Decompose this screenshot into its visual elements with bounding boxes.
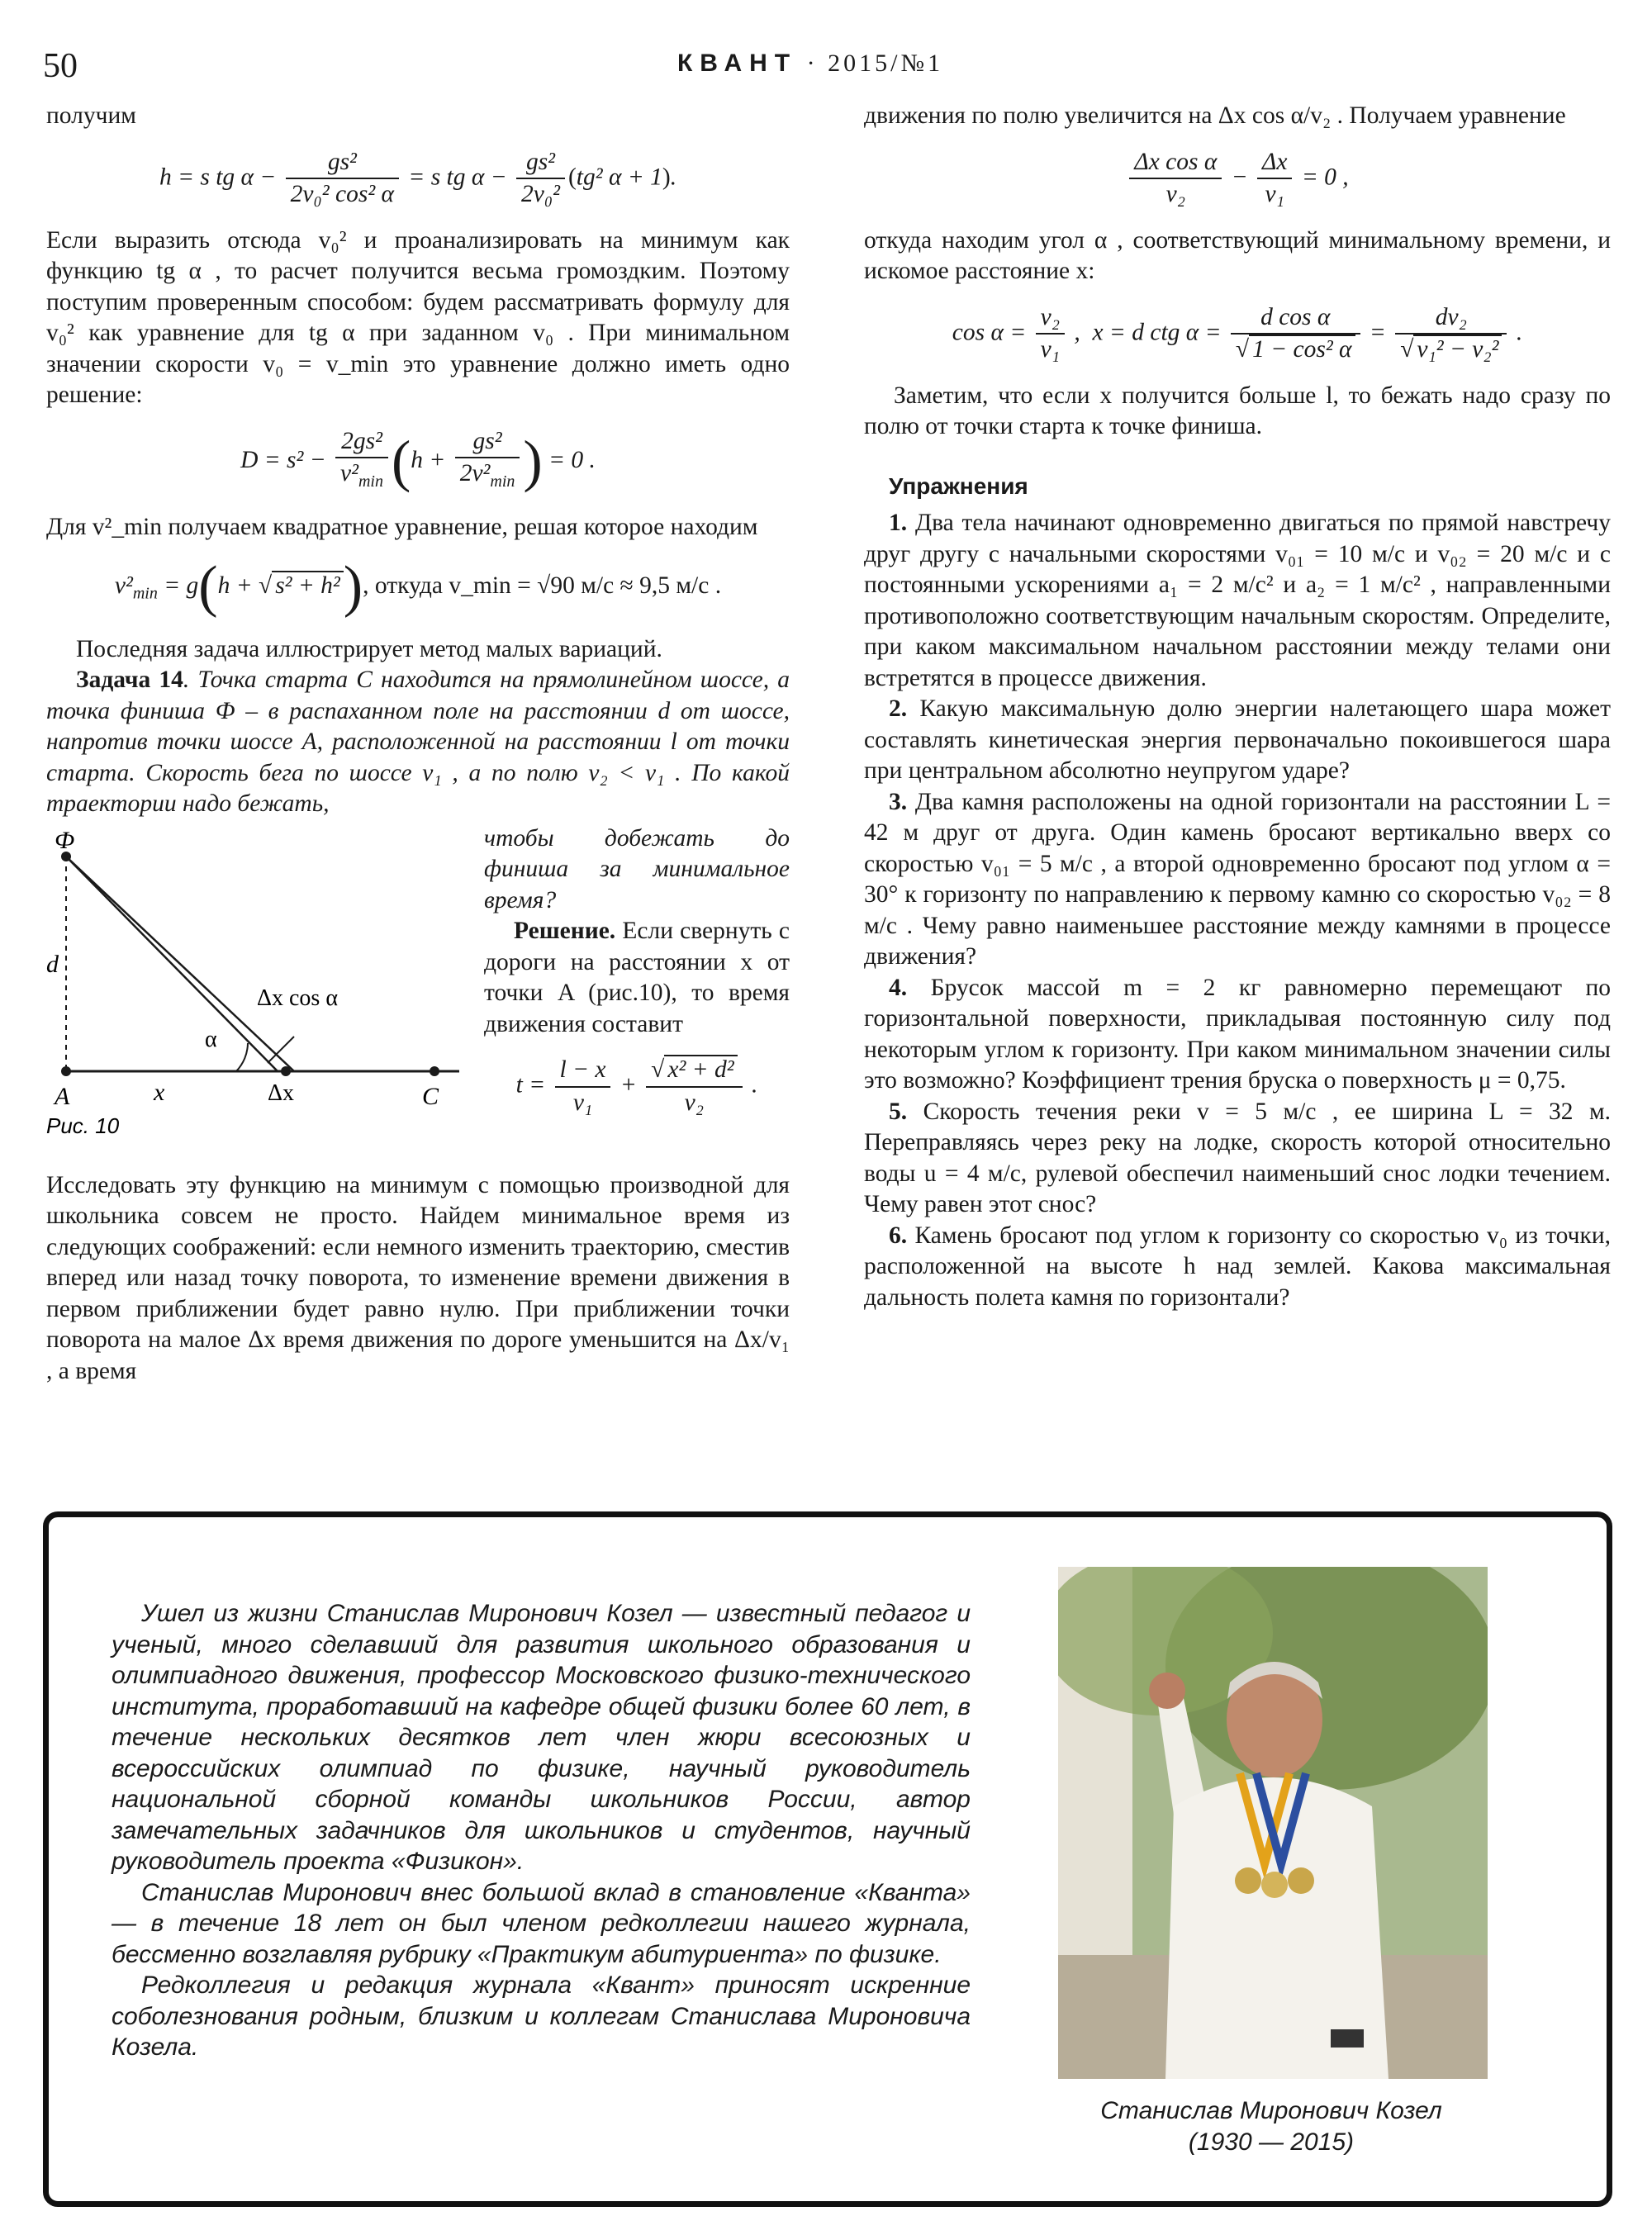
- exercise-number: 4.: [889, 974, 908, 1001]
- task-14-text: . Точка старта С находится на прямолинейном шоссе, а точка финиша Ф – в распаханном поле на расстоянии d от шоссе, напротив точки шоссе А, расположенной на расстоянии l от точки старта. Скорость бега по шоссе v₁ , а по полю v₂ < v₁ . По какой траектории надо бежать,: [46, 667, 790, 818]
- formula-discriminant: D = s² − $\frac{\text{2gs²}}{v^2_{min}}$ (h + $\frac{\text{gs²}}{2v^2_{min}}$ ) = 0 .: [240, 427, 596, 493]
- fig-label-c: C: [422, 1082, 439, 1110]
- journal-name: КВАНТ: [677, 50, 798, 77]
- fig-label-phi: Ф: [55, 826, 75, 854]
- fig-caption: Рис. 10: [46, 1113, 120, 1138]
- solution: [484, 916, 790, 1040]
- exercise-2: [864, 694, 1611, 787]
- task-14-text-side: чтобы добежать до финиша за минимальное время?: [484, 824, 790, 913]
- fig-label-dx-cos: Δx cos α: [257, 985, 338, 1011]
- exercise-text: Два тела начинают одновременно двигаться по прямой навстречу друг другу с начальными скоростями v₀₁ = 10 м/с и v₀₂ = 20 м/с и с постоянными ускорениями a₁ = 2 м/с² и a₂ = 1 м/с² , направленными противоположно соответствующим начальным скоростям. Определите, при каком максимальном начальном расстоянии между телами они встретятся в процессе движения.: [864, 510, 1612, 691]
- exercise-5: [864, 1097, 1611, 1221]
- formula-h: h = s tg α − $\frac{\text{gs²}}{\text{2v₀² cos² α}}$ = s tg α − $\frac{\text{gs²}}{\text{2v₀²}}$ (tg² α + 1).: [159, 148, 677, 207]
- fig-label-d: d: [46, 950, 59, 978]
- exercise-3: [864, 787, 1611, 973]
- right-paragraph-1: движения по полю увеличится на Δx cos α/v₂ . Получаем уравнение: [864, 102, 1566, 129]
- portrait-illustration: [1058, 1567, 1488, 2079]
- exercise-1: [864, 508, 1611, 694]
- exercise-number: 6.: [889, 1222, 908, 1249]
- formula-vmin: $v^2_{min} = g(h$ + √ s² + h²), откуда v_min = √90 м/с ≈ 9,5 м/с .: [114, 554, 722, 619]
- right-column: [864, 101, 1611, 1313]
- photo-caption-name: Станислав Миронович Козел: [1100, 2097, 1442, 2124]
- obituary-text: [112, 1598, 971, 2063]
- obituary-paragraph-2: Станислав Миронович внес большой вклад в становление «Кванта» — в течение 18 лет он был членом редколлегии нашего журнала, бессменно возглавляя рубрику «Практикум абитуриента» по физике.: [112, 1878, 971, 1968]
- fig-label-alpha: α: [205, 1026, 217, 1052]
- exercise-4: [864, 973, 1611, 1097]
- exercise-6: [864, 1221, 1611, 1314]
- formula-result: cos α = $\frac{\text{v₂}}{\text{v₁}}$ , x = d ctg α = $\frac{\text{d cos α}}{\text{√ 1 − cos² α}}$ = $\frac{\text{dv₂}}{\text{√ v₁² − v₂²}}$ .: [952, 303, 1523, 363]
- exercise-text: Два камня расположены на одной горизонтали на расстоянии L = 42 м друг от друга. Один камень бросают вертикально вверх со скоростью v₀₁ = 5 м/с , а второй одновременно бросают под углом α = 30° к горизонту по направлению к первому камню со скоростью v₀₂ = 8 м/с . Чему равно наименьшее расстояние между камнями в процессе движения?: [864, 788, 1611, 970]
- left-paragraph-1: Если выразить отсюда v₀² и проанализировать на минимум как функцию tg α , то расчет получится весьма громоздким. Поэтому поступим проверенным способом: будем рассматривать формулу для v₀² как уравнение для tg α при заданном v₀ . При минимальном значении скорости v₀ = v_min это уравнение должно иметь одно решение:: [46, 226, 790, 408]
- formula-vmin-tail: , откуда v_min = √90 м/с ≈ 9,5 м/с .: [363, 572, 722, 599]
- fig-label-x: x: [154, 1078, 165, 1106]
- left-intro: получим: [46, 102, 136, 129]
- fig-label-dx: Δx: [268, 1080, 295, 1106]
- task-14: [46, 665, 790, 820]
- photo-caption-years: (1930 — 2015): [1188, 2128, 1355, 2156]
- right-paragraph-2: откуда находим угол α , соответствующий минимальному времени, и искомое расстояние x:: [864, 226, 1611, 284]
- right-paragraph-3: Заметим, что если x получится больше l, то бежать надо сразу по полю от точки старта к точке финиша.: [864, 382, 1611, 439]
- left-paragraph-4: Исследовать эту функцию на минимум с помощью производной для школьника совсем не просто. Найдем минимальное время из следующих соображений: если немного изменить траекторию, сместив вперед или назад точку поворота, то изменение времени движения в первом приближении будет равно нулю. При приближении точки поворота на малое Δx время движения по дороге уменьшится на Δx/v₁ , а время: [46, 1171, 790, 1384]
- left-column: [46, 101, 790, 1387]
- photo-caption: [1015, 2095, 1527, 2158]
- left-paragraph-3: Последняя задача иллюстрирует метод малых вариаций.: [76, 635, 662, 662]
- exercise-number: 2.: [889, 695, 908, 722]
- formula-equation: $\frac{\text{Δx cos α}}{\text{v₂}}$ − $\frac{\Delta x}{\text{v₁}}$ = 0 ,: [864, 147, 1611, 211]
- solution-text: Если свернуть с дороги на расстоянии x от точки A (рис.10), то время движения составит: [484, 918, 790, 1037]
- exercises-title: Упражнения: [889, 472, 1028, 499]
- exercise-text: Брусок массой m = 2 кг равномерно перемещают по горизонтальной поверхности, прикладывая постоянную силу под некоторым углом к горизонту. При каком минимальном значении силы это возможно? Коэффициент трения бруска о поверхность μ = 0,75.: [864, 974, 1612, 1094]
- task-14-label: Задача 14: [76, 667, 183, 694]
- formula-time: t = $\frac{l - x}{\text{v₁}}$ + $\frac{\text{√ x² + d²}}{\text{v₂}}$ .: [515, 1056, 758, 1116]
- exercise-number: 5.: [889, 1098, 908, 1125]
- figure-side-text: [484, 823, 790, 1134]
- left-paragraph-2: Для v²_min получаем квадратное уравнение, решая которое находим: [46, 514, 758, 541]
- exercises-list: [864, 508, 1611, 1313]
- portrait-photo: [1058, 1567, 1488, 2079]
- fig-label-a: A: [55, 1082, 70, 1110]
- exercise-text: Скорость течения реки v = 5 м/с , ее ширина L = 32 м. Переправляясь через реку на лодке, скорость которой относительно воды u = 4 м/с, рулевой обеспечил наименьший снос лодки течением. Чему равен этот снос?: [864, 1098, 1612, 1217]
- journal-header: [677, 50, 943, 78]
- obituary-box: [43, 1511, 1612, 2207]
- obituary-paragraph-3: Редколлегия и редакция журнала «Квант» приносят искренние соболезнования родным, близким и коллегам Станислава Мироновича Козела.: [112, 1972, 971, 2061]
- exercise-number: 1.: [889, 510, 908, 536]
- exercise-text: Камень бросают под углом к горизонту со скоростью v₀ из точки, расположенной на высоте h над землей. Какова максимальная дальность полета камня по горизонтали?: [864, 1222, 1612, 1311]
- figure-10-block: [46, 823, 790, 1170]
- page-number: 50: [43, 47, 78, 85]
- obituary-paragraph-1: Ушел из жизни Станислав Миронович Козел — известный педагог и ученый, много сделавший для развития школьного образования и олимпиадного движения, профессор Московского физико-технического института, проработавший на кафедре общей физики более 60 лет, в течение нескольких десятков лет член жюри всесоюзных и всероссийских олимпиад по физике, научный руководитель национальной сборной команды школьников России, автор замечательных задачников для школьников и студентов, научный руководитель проекта «Физикон».: [112, 1600, 971, 1875]
- solution-label: Решение.: [514, 918, 616, 945]
- journal-issue: · 2015/№1: [806, 50, 944, 77]
- figure-10: [46, 823, 476, 1170]
- exercise-number: 3.: [889, 788, 908, 815]
- exercise-text: Какую максимальную долю энергии налетающего шара может составлять кинетическая энергия первоначально покоившегося шара при центральном абсолютно неупругом ударе?: [864, 695, 1611, 784]
